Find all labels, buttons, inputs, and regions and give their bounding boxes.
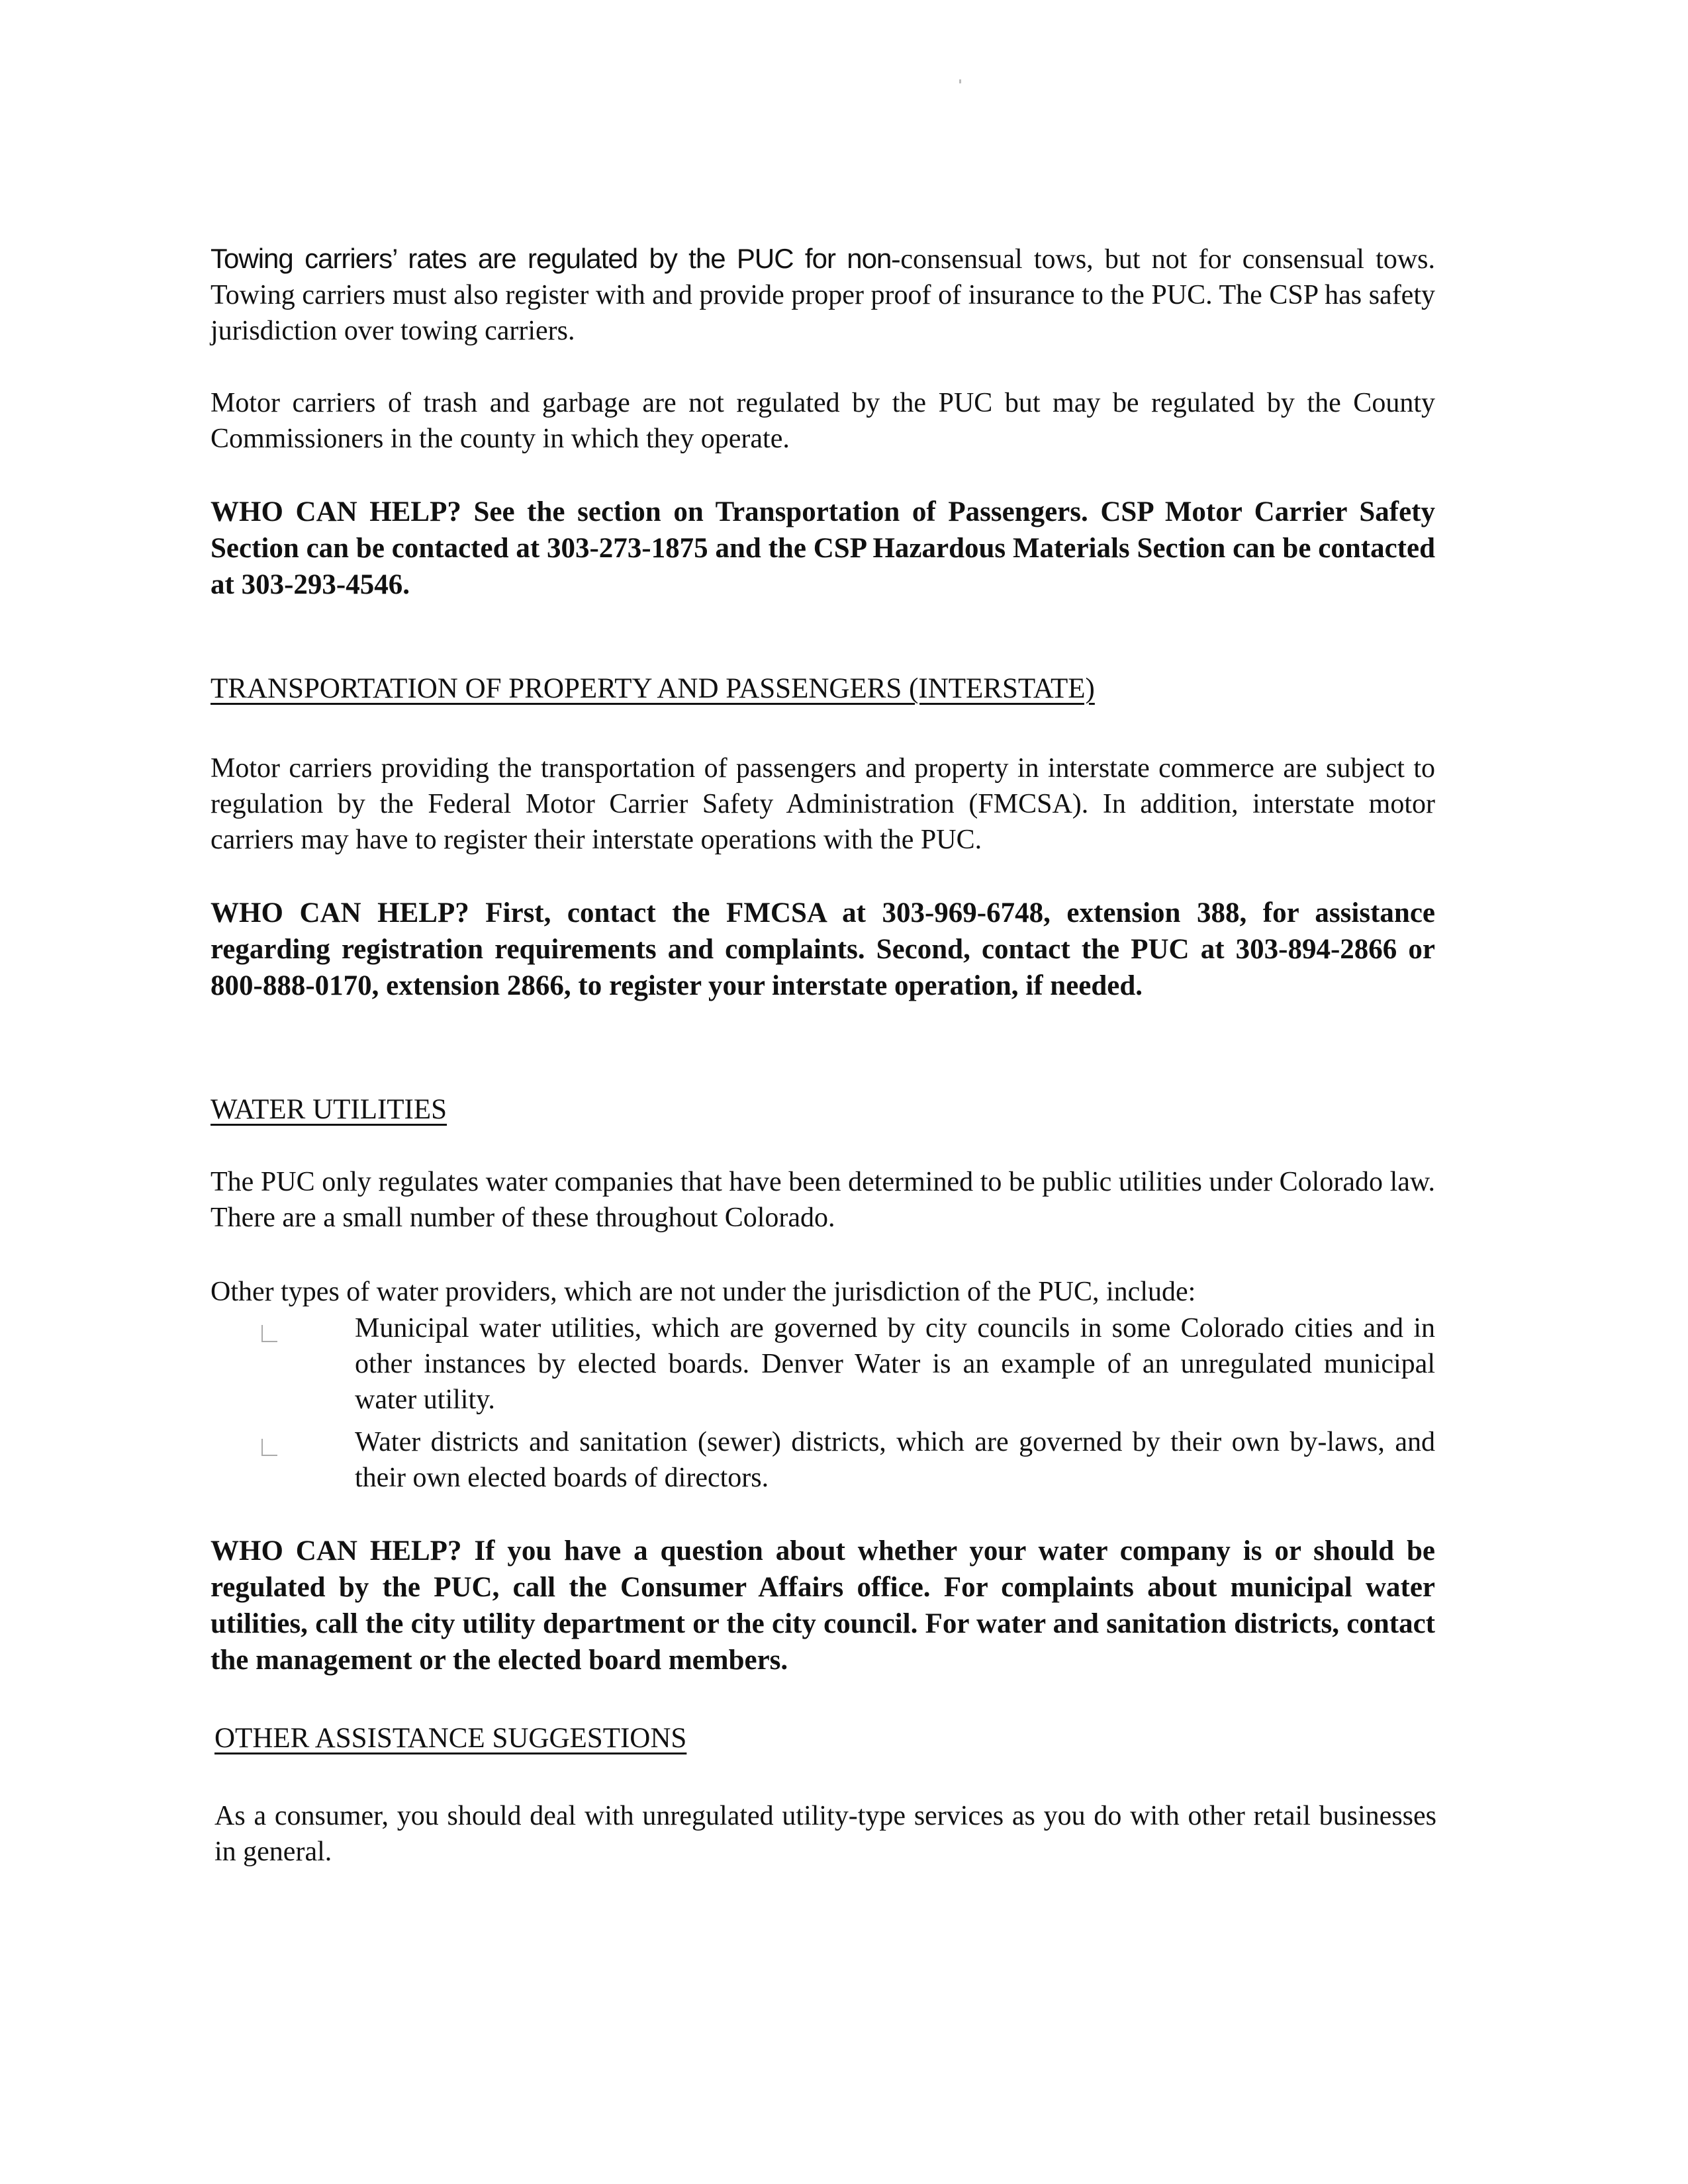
help-passengers: WHO CAN HELP? See the section on Transportation of Passengers. CSP Motor Carrier Safety Section can be contacted at 303-273-1875 and the CSP Hazardous Materials Section can be contacted at 303-293-4546.	[211, 496, 1435, 600]
list-item-text: Water districts and sanitation (sewer) districts, which are governed by their own by-laws, and their own elected boards of directors.	[355, 1427, 1435, 1493]
towing-lead: Towing carriers’ rates are regulated by the PUC for non	[211, 243, 892, 274]
water-paragraph: The PUC only regulates water companies that have been determined to be public utilities under Colorado law. There are a small number of these throughout Colorado.	[211, 1167, 1435, 1233]
other-paragraph: As a consumer, you should deal with unregulated utility-type services as you do with other retail businesses in general.	[214, 1801, 1436, 1867]
heading-water-utilities: WATER UTILITIES	[211, 1094, 447, 1125]
heading-other-assistance: OTHER ASSISTANCE SUGGESTIONS	[214, 1723, 687, 1754]
help-water: WHO CAN HELP? If you have a question about whether your water company is or should be regulated by the PUC, call the Consumer Affairs office. For complaints about municipal water utilities, call the city utility department or the city council. For water and sanitation districts, contact the management or the elected board members.	[211, 1535, 1435, 1676]
list-item-text: Municipal water utilities, which are governed by city councils in some Colorado cities and in other instances by elected boards. Denver Water is an example of an unregulated municipal water utility.	[355, 1313, 1435, 1415]
help-interstate: WHO CAN HELP? First, contact the FMCSA at 303-969-6748, extension 388, for assistance regarding registration requirements and complaints. Second, contact the PUC at 303-894-2866 or 800-888-0170, extension 2866, to register your interstate operation, if needed.	[211, 897, 1435, 1001]
trash-paragraph: Motor carriers of trash and garbage are not regulated by the PUC but may be regulated by the County Commissioners in the county in which they operate.	[211, 388, 1435, 454]
towing-rest: -consensual tows, but not for consensual tows. Towing carriers must also register with and provide proper proof of insurance to the PUC. The CSP has safety jurisdiction over towing carriers.	[211, 244, 1435, 346]
heading-interstate: TRANSPORTATION OF PROPERTY AND PASSENGERS (INTERSTATE)	[211, 673, 1095, 704]
document-page	[211, 0, 1435, 2184]
interstate-paragraph: Motor carriers providing the transportation of passengers and property in interstate commerce are subject to regulation by the Federal Motor Carrier Safety Administration (FMCSA). In addition, interstate motor carriers may have to register their interstate operations with the PUC.	[211, 753, 1435, 855]
water-providers-intro: Other types of water providers, which are not under the jurisdiction of the PUC, include:	[211, 1277, 1196, 1307]
bullet-icon	[261, 1325, 277, 1342]
towing-paragraph	[211, 241, 1435, 349]
bullet-icon	[261, 1439, 277, 1456]
